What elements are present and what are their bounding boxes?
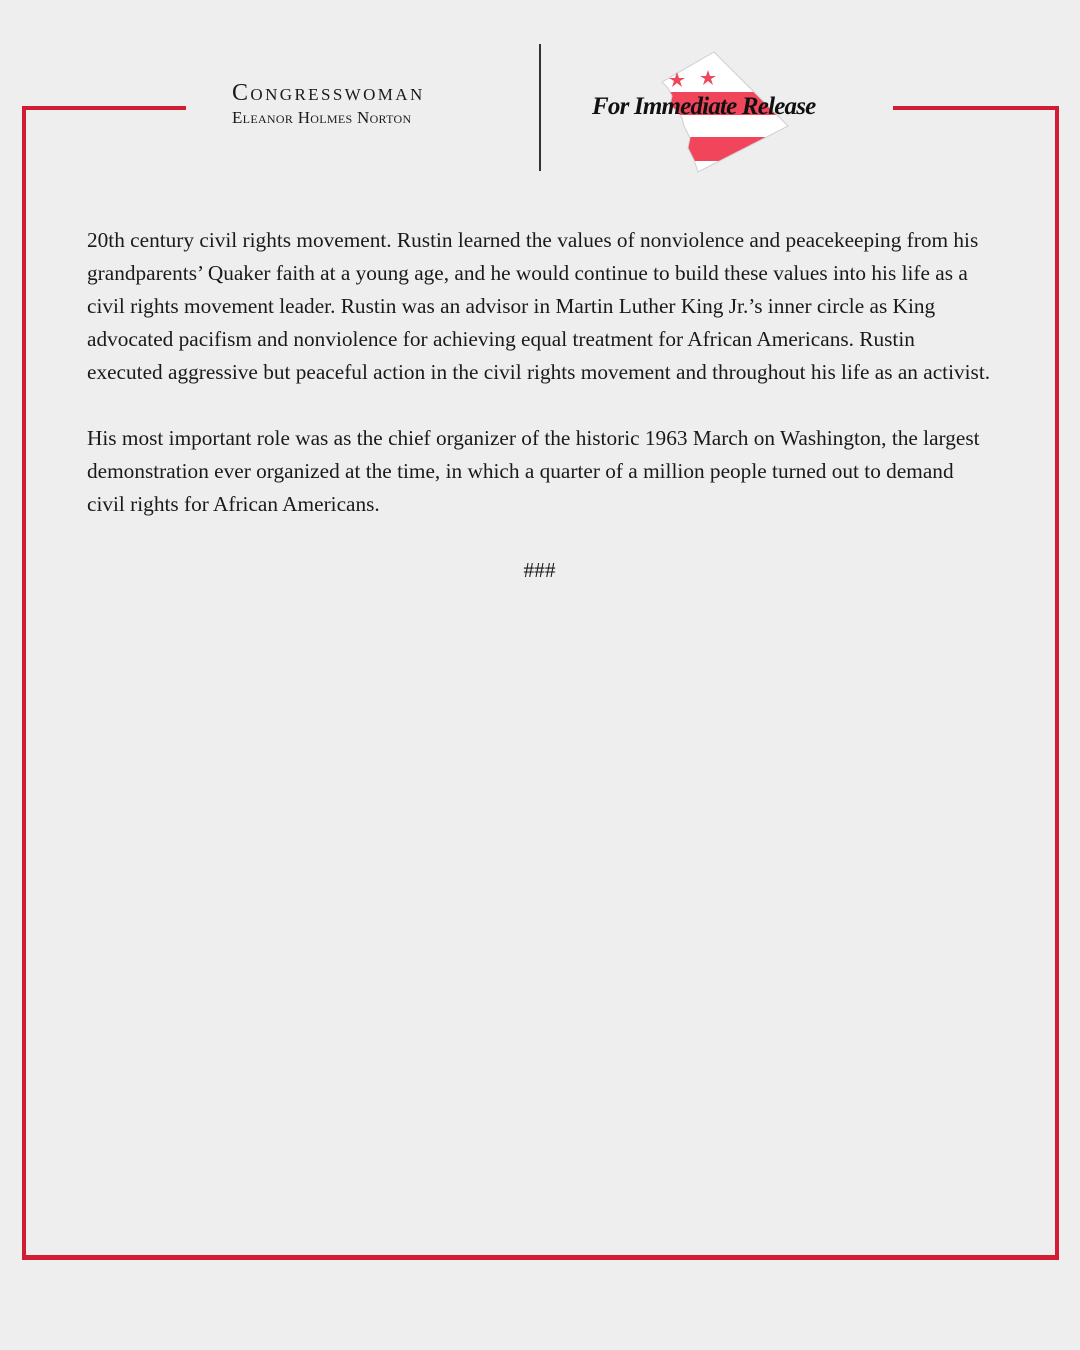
header-divider <box>539 44 541 171</box>
frame-top-right <box>893 106 1059 110</box>
body-paragraph: His most important role was as the chief organizer of the historic 1963 March on Washington, the largest demonstration ever organized at the time, in which a quarter of a million people turned out to demand civil rights for African Americans. <box>87 426 980 516</box>
body-paragraph: 20th century civil rights movement. Rustin learned the values of nonviolence and peacekeeping from his grandparents’ Quaker faith at a young age, and he would continue to build these values into his life as a civil rights movement leader. Rustin was an advisor in Martin Luther King Jr.’s inner circle as King advocated pacifism and nonviolence for achieving equal treatment for African Americans. Rustin executed aggressive but peaceful action in the civil rights movement and throughout his life as an activist. <box>87 228 991 384</box>
office-name-block <box>232 80 494 129</box>
member-name: Eleanor Holmes Norton <box>232 108 412 127</box>
frame-right <box>1055 106 1059 1259</box>
release-label: For Immediate Release <box>592 93 816 120</box>
frame-top-left <box>22 106 186 110</box>
frame-left <box>22 106 26 1259</box>
end-mark: ### <box>523 558 556 582</box>
frame-bottom <box>22 1255 1059 1260</box>
office-title: Congresswoman <box>232 80 425 106</box>
press-release-body <box>87 224 992 587</box>
